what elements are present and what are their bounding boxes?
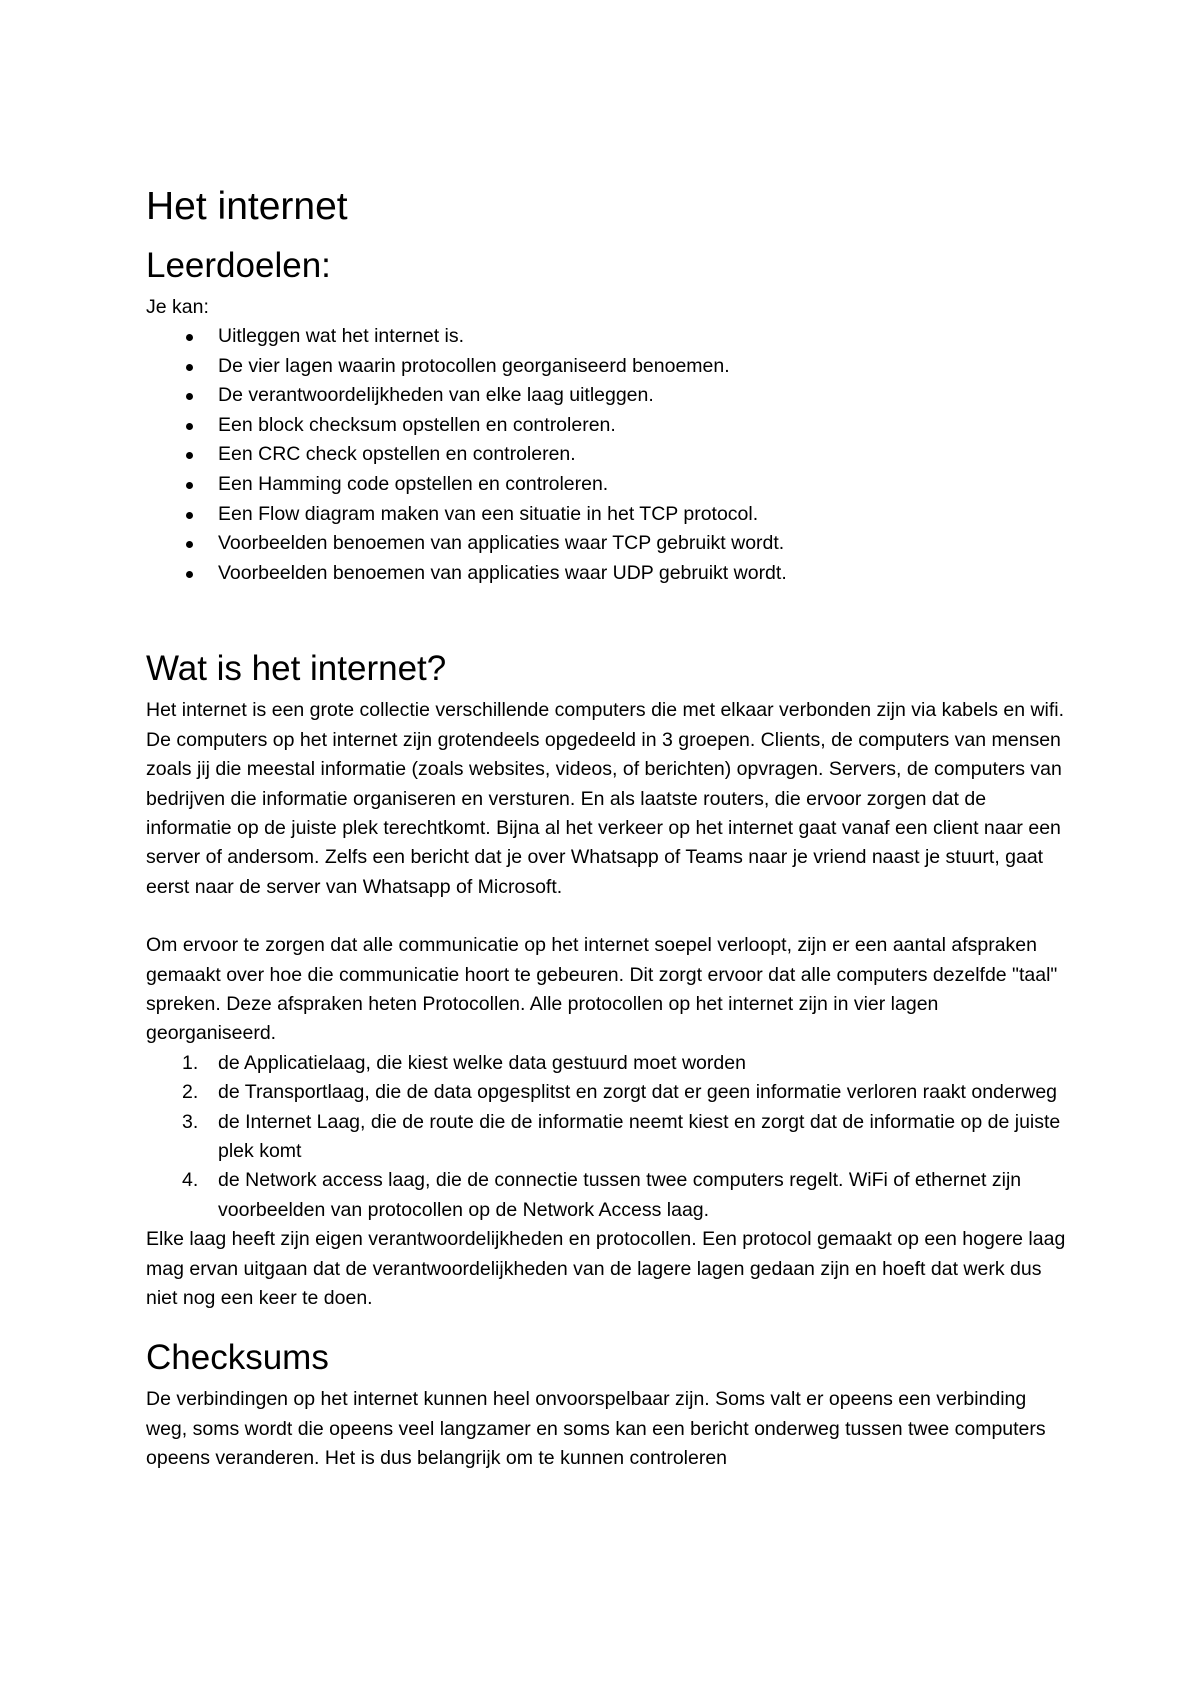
list-item-text: Voorbeelden benoemen van applicaties waar UDP gebruikt wordt.: [218, 561, 787, 584]
checksums-paragraph-1: De verbindingen op het internet kunnen heel onvoorspelbaar zijn. Soms valt er opeens een verbinding weg, soms wordt die opeens veel langzamer en soms kan een bericht onderweg tussen twee computers opeens veranderen. Het is dus belangrijk om te kunnen controleren: [146, 1388, 1046, 1470]
list-item: [146, 440, 1066, 470]
learning-goals-intro: Je kan:: [146, 296, 209, 318]
what-is-internet-paragraph-2: Om ervoor te zorgen dat alle communicatie op het internet soepel verloopt, zijn er een aantal afspraken gemaakt over hoe die communicatie hoort te gebeuren. Dit zorgt ervoor dat alle computers dezelfde "taal" spreken. Deze afspraken heten Protocollen. Alle protocollen op het internet zijn in vier lagen georganiseerd.: [146, 934, 1058, 1045]
list-item: [146, 1078, 1066, 1107]
list-item: [146, 1049, 1066, 1078]
list-item-text: Een block checksum opstellen en controleren.: [218, 413, 616, 436]
list-item-text: Voorbeelden benoemen van applicaties waar TCP gebruikt wordt.: [218, 532, 785, 555]
list-item-text: de Transportlaag, die de data opgesplitst en zorgt dat er geen informatie verloren raakt onderweg: [218, 1081, 1058, 1104]
list-item: [146, 352, 1066, 382]
list-item-text: Uitleggen wat het internet is.: [218, 325, 465, 347]
layers-list: [146, 1049, 1066, 1225]
list-item: [146, 529, 1066, 559]
list-item: [146, 381, 1066, 411]
document-page: [146, 185, 1066, 1474]
list-item: [146, 500, 1066, 530]
list-item-text: De verantwoordelijkheden van elke laag uitleggen.: [218, 384, 654, 407]
list-item-text: De vier lagen waarin protocollen georganiseerd benoemen.: [218, 354, 730, 377]
bullet-icon: [186, 512, 193, 519]
list-item-text: Een Hamming code opstellen en controleren.: [218, 472, 609, 495]
section-spacer: [146, 1313, 1066, 1337]
list-item-text: Een CRC check opstellen en controleren.: [218, 443, 576, 466]
what-is-internet-heading: Wat is het internet?: [146, 649, 447, 689]
list-item: [146, 322, 1066, 352]
what-is-internet-paragraph-3: Elke laag heeft zijn eigen verantwoordelijkheden en protocollen. Een protocol gemaakt op een hogere laag mag ervan uitgaan dat de verantwoordelijkheden van de lagere lagen gedaan zijn en hoeft dat werk dus niet nog een keer te doen.: [146, 1228, 1066, 1310]
bullet-icon: [186, 364, 193, 371]
list-item-text: de Internet Laag, die de route die de informatie neemt kiest en zorgt dat de informatie op de juiste plek komt: [218, 1110, 1061, 1163]
list-number: 1.: [182, 1051, 199, 1074]
bullet-icon: [186, 334, 193, 341]
list-item: [146, 1166, 1066, 1225]
section-spacer: [146, 588, 1066, 648]
list-number: 4.: [182, 1169, 199, 1192]
list-item-text: de Network access laag, die de connectie tussen twee computers regelt. WiFi of ethernet zijn voorbeelden van protocollen op de Network Access laag.: [218, 1169, 1022, 1221]
learning-goals-list: [146, 322, 1066, 588]
bullet-icon: [186, 541, 193, 548]
document-title: Het internet: [146, 185, 348, 228]
paragraph-spacer: [146, 902, 1066, 931]
what-is-internet-paragraph-1: Het internet is een grote collectie verschillende computers die met elkaar verbonden zijn via kabels en wifi. De computers op het internet zijn grotendeels opgedeeld in 3 groepen. Clients, de computers van mensen zoals jij die meestal informatie (zoals websites, videos, of berichten) opvragen. Servers, de computers van bedrijven die informatie organiseren en versturen. En als laatste routers, die ervoor zorgen dat de informatie op de juiste plek terechtkomt. Bijna al het verkeer op het internet gaat vanaf een client naar een server of andersom. Zelfs een bericht dat je over Whatsapp of Teams naar je vriend naast je stuurt, gaat eerst naar de server van Whatsapp of Microsoft.: [146, 699, 1065, 898]
list-item-text: de Applicatielaag, die kiest welke data gestuurd moet worden: [218, 1051, 746, 1074]
bullet-icon: [186, 482, 193, 489]
learning-goals-heading: Leerdoelen:: [146, 246, 331, 285]
list-item: [146, 470, 1066, 500]
checksums-heading: Checksums: [146, 1338, 329, 1378]
list-item: [146, 411, 1066, 441]
list-number: 3.: [182, 1110, 199, 1133]
list-number: 2.: [182, 1081, 199, 1104]
list-item: [146, 559, 1066, 589]
list-item: [146, 1108, 1066, 1167]
list-item-text: Een Flow diagram maken van een situatie in het TCP protocol.: [218, 502, 759, 525]
bullet-icon: [186, 452, 193, 459]
bullet-icon: [186, 571, 193, 578]
bullet-icon: [186, 393, 193, 400]
bullet-icon: [186, 423, 193, 430]
